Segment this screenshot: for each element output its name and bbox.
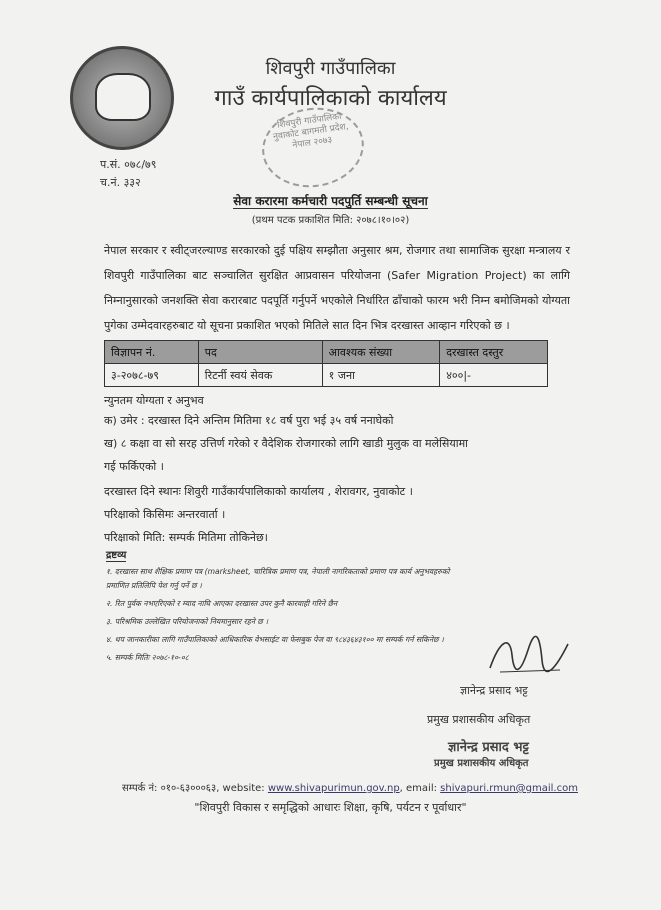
table-cell: ४००|-: [440, 364, 548, 387]
qualification-item: गई फर्किएको ।: [104, 460, 164, 473]
signatory-stamp-name: ज्ञानेन्द्र प्रसाद भट्ट: [448, 740, 529, 755]
office-stamp-text: शिवपुरी गाउँपालिका नुवाकोट बागमती प्रदेश, नेपाल २०७३: [272, 111, 350, 151]
contact-prefix: सम्पर्क नं: ०१०-६३०००६३, website:: [122, 783, 265, 794]
table-cell: १ जना: [322, 364, 440, 387]
patra-sankhya: प.सं. ०७८/७९: [100, 158, 157, 171]
office-name: गाउँ कार्यपालिकाको कार्यालय: [214, 86, 447, 111]
table-header: दरखास्त दस्तुर: [440, 341, 548, 364]
municipality-name: शिवपुरी गाउँपालिका: [265, 58, 396, 79]
apply-place: दरखास्त दिने स्थानः शिवुरी गाउँकार्यपालिकाको कार्यालय , शेरावगर, नुवाकोट ।: [104, 485, 413, 498]
email-prefix: , email:: [399, 783, 437, 794]
published-date: (प्रथम पटक प्रकाशित मिति: २०७८।१०।०२): [251, 215, 410, 226]
table-cell: रिटर्नी स्वयं सेवक: [198, 364, 322, 387]
note-item: १. दरखास्त साथ शैक्षिक प्रमाण पत्र (marksheet, चारित्रिक प्रमाण पत्र, नेपाली नागरिकताको प्रमाण पत्र कार्य अनुभवहरुको: [106, 567, 450, 576]
table-header: पद: [198, 341, 322, 364]
notice-intro: नेपाल सरकार र स्वीट्जरल्याण्ड सरकारको दुई पक्षिय सम्झौता अनुसार श्रम, रोजगार तथा सामाजिक सुरक्षा मन्त्रालय र शिवपुरी गाउँपालिका बाट सञ्चालित सुरक्षित आप्रवासन परियोजना (Safer Migration Project) का लागि निम्नानुसारको जनशक्ति सेवा करारबाट पदपूर्ति गर्नुपर्ने भएकोले निर्धारित ढाँचाको फारम भरी निम्न बमोजिमको योग्यता पुगेका उम्मेदवारहरुबाट यो सूचना प्रकाशित भएको मितिले सात दिन भित्र दरखास्त आव्हान गरिएको छ ।: [104, 244, 570, 332]
note-item: प्रमाणित प्रतिलिपि पेश गर्नु पर्ने छ ।: [106, 581, 202, 590]
note-item: ५. सम्पर्क मितिः २०७८-१०-०८: [106, 653, 189, 662]
notes-heading: द्रष्टव्य: [106, 547, 126, 562]
table-header-row: [105, 341, 548, 364]
qualification-item: ख) ८ कक्षा वा सो सरह उत्तिर्ण गरेको र वैदेशिक रोजगारको लागि खाडी मुलुक वा मलेसियामा: [104, 437, 469, 450]
note-item: ४. थप जानकारीका लागि गाउँपालिकाको आधिकारिक वेभसाईट वा फेसबुक पेज वा ९८४३६४३१०० मा सम्पर्क गर्न सकिनेछ ।: [106, 635, 444, 644]
motto: "शिवपुरी विकास र समृद्धिको आधारः शिक्षा, कृषि, पर्यटन र पूर्वाधार": [194, 801, 467, 814]
qualification-item: क) उमेर : दरखास्त दिने अन्तिम मितिमा १८ वर्ष पुरा भई ३५ वर्ष ननाघेको: [104, 414, 394, 427]
table-header: आवश्यक संख्या: [322, 341, 440, 364]
handwritten-signature: [480, 630, 575, 680]
table-row: [105, 364, 548, 387]
office-stamp: [257, 101, 369, 193]
chalani-number: च.नं. ३३२: [100, 176, 141, 189]
signatory-stamp-title: प्रमुख प्रशासकीय अधिकृत: [434, 758, 529, 769]
signatory-title: प्रमुख प्रशासकीय अधिकृत: [427, 713, 531, 726]
note-item: २. रित पुर्वक नभएरिएको र म्याद नाघि आएका दरखास्त उपर कुनै कारवाही गरिने छैन: [106, 599, 338, 608]
table-header: विज्ञापन नं.: [105, 341, 199, 364]
note-item: ३. परिश्रमिक उल्लेखित परियोजनाको नियमानुसार रहने छ ।: [106, 617, 269, 626]
email-link[interactable]: shivapuri.rmun@gmail.com: [440, 783, 578, 794]
table-cell: ३-२०७८-७९: [105, 364, 199, 387]
website-link[interactable]: www.shivapurimun.gov.np: [267, 783, 400, 794]
signatory-name: ज्ञानेन्द्र प्रसाद भट्ट: [460, 684, 528, 697]
qualification-heading: न्युनतम योग्यता र अनुभव: [104, 394, 204, 407]
exam-date: परिक्षाको मिति: सम्पर्क मितिमा तोकिनेछ।: [104, 531, 268, 544]
notice-subject: सेवा करारमा कर्मचारी पदपुर्ति सम्बन्धी सूचना: [233, 194, 428, 208]
vacancy-table: [104, 340, 548, 387]
contact-line: [122, 780, 578, 794]
exam-type: परिक्षाको किसिमः अन्तरवार्ता ।: [104, 508, 226, 521]
